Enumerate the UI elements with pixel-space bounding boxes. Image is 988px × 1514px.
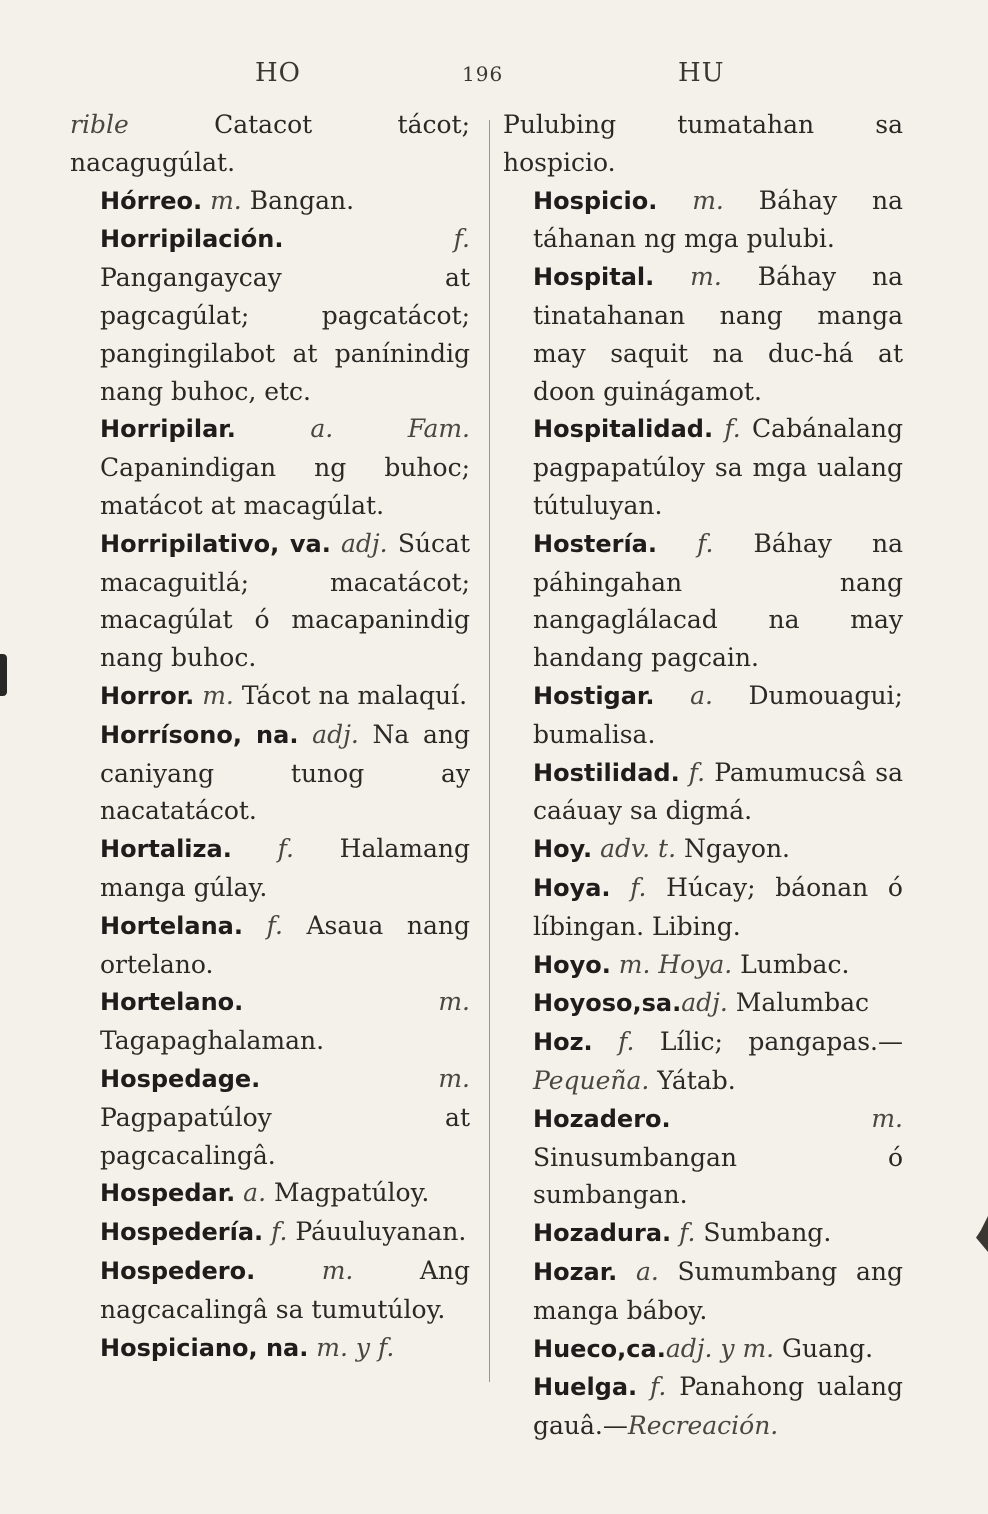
dictionary-entry: [503, 182, 903, 259]
entry-definition-italic: Pequeña.: [533, 1065, 650, 1095]
dictionary-entry: [503, 1023, 903, 1100]
dictionary-entry: [70, 182, 470, 221]
dictionary-entry: [70, 1213, 470, 1252]
page-edge-mark: [0, 654, 7, 696]
header-left-guide: HO: [255, 58, 301, 88]
entry-definition-tail: Yátab.: [649, 1065, 736, 1095]
dictionary-entry: [503, 984, 903, 1023]
entry-definition: Na ang caniyang tunog ay nacatatácot.: [100, 719, 470, 826]
entry-grammar: adj.: [681, 988, 728, 1018]
entry-headword: Hozadero.: [533, 1104, 671, 1133]
page-number: 196: [462, 62, 504, 86]
entry-grammar: a.: [617, 1256, 659, 1286]
dictionary-entry: [503, 258, 903, 410]
entry-headword: Huelga.: [533, 1373, 638, 1402]
entry-headword: Hospedero.: [100, 1256, 256, 1285]
entry-headword: Hozadura.: [533, 1219, 672, 1248]
entry-headword: Hoy.: [533, 835, 593, 864]
dictionary-entry: [503, 410, 903, 524]
entry-definition: Báhay na tinatahanan nang manga may saquit na duc-há at doon guinágamot.: [533, 262, 903, 406]
entry-headword: Hostilidad.: [533, 758, 680, 787]
entry-grammar: f.: [592, 1027, 635, 1057]
entry-grammar: f.: [231, 834, 294, 864]
entry-headword: Hortelana.: [100, 911, 243, 940]
entry-definition: Báhay na táhanan ng mga pulubi.: [533, 185, 903, 254]
entry-headword: Horripilar.: [100, 415, 236, 444]
entry-grammar: adj.: [330, 528, 388, 558]
entry-definition: Ang nagcacalingâ sa tumutúloy.: [100, 1255, 470, 1324]
entry-headword: Hoyo.: [533, 950, 611, 979]
entry-headword: Hórreo.: [100, 186, 203, 215]
entry-grammar: a. Fam.: [235, 414, 470, 444]
entry-headword: Hoyoso,sa.: [533, 989, 682, 1018]
entry-headword: Horripilativo, va.: [100, 529, 331, 558]
entry-definition: Dumouagui; bumalisa.: [533, 680, 903, 749]
dictionary-entry: [70, 907, 470, 984]
entry-grammar: f.: [283, 224, 470, 254]
entry-definition: Pagpapatúloy at pagcacalingâ.: [100, 1102, 470, 1170]
entry-grammar: m.: [202, 185, 242, 215]
entry-definition: Catacot tácot; nacagugúlat.: [70, 110, 470, 177]
entry-definition: Cabánalang pagpapatúloy sa mga ualang tútuluyan.: [533, 414, 903, 520]
entry-grammar: f.: [671, 1218, 696, 1248]
entry-definition: Sumumbang ang manga báboy.: [533, 1256, 903, 1325]
entry-definition: Capanindigan ng buhoc; matácot at macagúlat.: [100, 453, 470, 520]
entry-grammar: f.: [713, 414, 741, 444]
dictionary-entry: [70, 220, 470, 410]
dictionary-entry: [70, 1174, 470, 1213]
entry-definition: Súcat macaguitlá; macatácot; macagúlat ó macapanindig nang buhoc.: [100, 528, 470, 673]
dictionary-entry: [70, 1329, 470, 1368]
entry-definition: Pamumucsâ sa caáuay sa digmá.: [533, 757, 903, 826]
entry-grammar: m. y f.: [308, 1332, 395, 1362]
dictionary-entry: [70, 983, 470, 1060]
dictionary-entry: [70, 410, 470, 524]
dictionary-entry: [503, 754, 903, 831]
entry-headword: Hospedage.: [100, 1064, 261, 1093]
entry-headword: Hospedería.: [100, 1218, 264, 1247]
entry-grammar: a.: [654, 680, 713, 710]
entry-grammar: adv. t.: [592, 834, 677, 864]
entry-grammar: m.: [657, 185, 724, 215]
page-edge-tear: [976, 1216, 988, 1252]
dictionary-entry: [503, 946, 903, 985]
entry-definition: Lílic; pangapas.—: [634, 1027, 903, 1057]
entry-definition: Halamang manga gúlay.: [100, 834, 470, 902]
entry-grammar: m.: [670, 1103, 903, 1133]
entry-headword: Hospedar.: [100, 1179, 236, 1208]
entry-grammar: m.: [194, 680, 234, 710]
entry-grammar: m. Hoya.: [610, 949, 733, 979]
entry-headword: Hospiciano, na.: [100, 1333, 309, 1362]
entry-grammar: m.: [260, 1063, 470, 1093]
entry-definition: Húcay; báonan ó líbingan. Libing.: [533, 872, 903, 941]
dictionary-entry: [503, 830, 903, 869]
entry-definition: Bangan.: [241, 185, 355, 215]
entry-grammar: m.: [255, 1255, 354, 1285]
entry-definition: Páuuluyanan.: [287, 1217, 467, 1247]
entry-definition: Lumbac.: [732, 949, 850, 979]
entry-definition: Sumbang.: [695, 1218, 832, 1248]
entry-grammar: rible: [70, 110, 129, 139]
dictionary-entry: [70, 830, 470, 907]
entry-grammar: f.: [656, 528, 714, 558]
dictionary-entry: [503, 1100, 903, 1214]
entry-definition: Malumbac: [727, 988, 869, 1018]
entry-grammar: f.: [263, 1217, 288, 1247]
entry-definition: Pangangaycay at pagcagúlat; pagcatácot; pangingilabot at panínindig nang buhoc, etc.: [100, 263, 470, 406]
dictionary-entry: [70, 716, 470, 830]
entry-grammar: f.: [610, 872, 647, 902]
entry-grammar: f.: [679, 757, 706, 787]
entry-headword: Hospital.: [533, 263, 655, 292]
dictionary-entry: [503, 677, 903, 754]
entry-grammar: adj.: [298, 719, 359, 749]
entry-headword: Hostigar.: [533, 681, 655, 710]
entry-grammar: f.: [637, 1372, 667, 1402]
entry-definition: Guang.: [774, 1333, 874, 1363]
entry-grammar: m.: [654, 262, 722, 292]
entry-definition: Pulubing tumatahan sa hospicio.: [503, 110, 903, 177]
entry-headword: Horripilación.: [100, 225, 284, 254]
entry-headword: Hoz.: [533, 1028, 593, 1057]
dictionary-entry: [503, 525, 903, 677]
header-right-guide: HU: [678, 58, 725, 88]
entry-definition-italic: Recreación.: [627, 1411, 779, 1441]
dictionary-entry: [70, 106, 470, 182]
entry-headword: Hortaliza.: [100, 835, 232, 864]
dictionary-entry: [503, 1368, 903, 1445]
dictionary-entry: [70, 1252, 470, 1329]
entry-definition: Sinusumbangan ó sumbangan.: [533, 1142, 903, 1210]
entry-definition: Ngayon.: [676, 834, 790, 864]
dictionary-entry: [503, 869, 903, 946]
dictionary-entry: [70, 677, 470, 716]
left-column: [70, 106, 470, 1367]
column-divider: [489, 120, 490, 1382]
entry-definition: Báhay na páhingahan nang nangaglálacad na may handang pagcain.: [533, 528, 903, 673]
entry-grammar: m.: [243, 987, 470, 1017]
entry-headword: Horror.: [100, 681, 195, 710]
entry-headword: Hospicio.: [533, 186, 658, 215]
dictionary-entry: [503, 1330, 903, 1369]
entry-definition: Magpatúloy.: [266, 1178, 430, 1208]
dictionary-entry: [503, 1214, 903, 1253]
dictionary-entry: [503, 1253, 903, 1330]
dictionary-entry: [70, 525, 470, 677]
entry-headword: Hospitalidad.: [533, 415, 714, 444]
entry-headword: Hozar.: [533, 1257, 618, 1286]
entry-grammar: a.: [235, 1178, 267, 1208]
page-header: [0, 58, 988, 98]
entry-definition: Asaua nang ortelano.: [100, 910, 470, 979]
entry-headword: Hueco,ca.: [533, 1334, 666, 1363]
entry-grammar: adj. y m.: [665, 1333, 775, 1363]
right-column: [503, 106, 903, 1445]
entry-headword: Horrísono, na.: [100, 720, 299, 749]
entry-headword: Hoya.: [533, 873, 611, 902]
dictionary-entry: [70, 1060, 470, 1174]
entry-definition: Tácot na malaquí.: [233, 680, 468, 710]
entry-definition: Tagapaghalaman.: [100, 1026, 325, 1056]
entry-grammar: f.: [242, 910, 283, 940]
entry-definition: Panahong ualang gauâ.—: [533, 1372, 903, 1441]
entry-headword: Hostería.: [533, 529, 657, 558]
entry-headword: Hortelano.: [100, 988, 244, 1017]
dictionary-entry: [503, 106, 903, 182]
